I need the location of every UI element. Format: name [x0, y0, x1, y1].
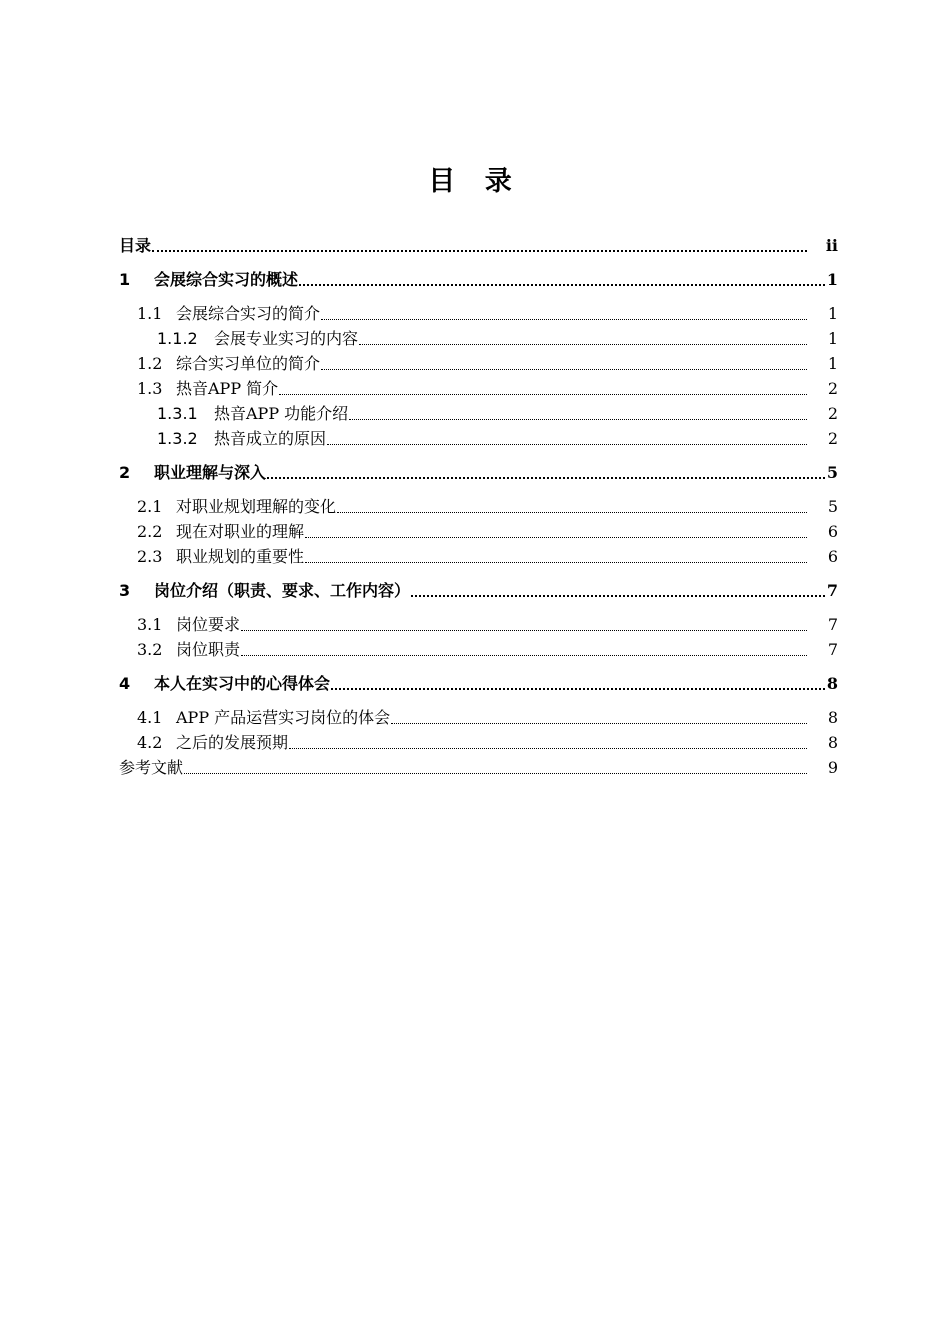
toc-entry-page: 2 — [827, 404, 838, 423]
page-title: 目 录 — [428, 166, 522, 197]
table-of-contents — [119, 233, 838, 780]
toc-leader — [321, 369, 807, 370]
toc-entry-number: 3 — [119, 581, 131, 600]
toc-entry-text: 会展专业实习的内容 — [214, 329, 359, 348]
toc-entry-text: 热音APP 功能介绍 — [214, 404, 349, 423]
toc-entry-number: 1.1.2 — [157, 329, 198, 348]
toc-entry[interactable] — [119, 612, 838, 637]
toc-entry[interactable] — [119, 233, 838, 258]
toc-entry-page: 6 — [827, 522, 838, 541]
toc-leader — [299, 284, 825, 286]
toc-entry[interactable] — [119, 460, 838, 485]
toc-entry-page: 5 — [826, 463, 838, 482]
toc-leader — [241, 630, 807, 631]
toc-entry-page: 7 — [826, 581, 838, 600]
toc-entry-text: 会展综合实习的简介 — [176, 304, 321, 323]
toc-entry[interactable] — [119, 376, 838, 401]
toc-entry-number: 1.3.2 — [157, 429, 198, 448]
toc-entry-number: 1.1 — [137, 304, 163, 323]
toc-entry[interactable] — [119, 426, 838, 451]
toc-entry[interactable] — [119, 301, 838, 326]
toc-entry-number: 3.2 — [137, 640, 163, 659]
toc-entry-page: 7 — [827, 640, 838, 659]
toc-entry-text: 热音APP 简介 — [176, 379, 279, 398]
toc-entry-number: 2.2 — [137, 522, 163, 541]
toc-entry-page: 8 — [827, 708, 838, 727]
toc-leader — [349, 419, 807, 420]
toc-entry-text: 岗位介绍（职责、要求、工作内容） — [154, 581, 411, 600]
toc-entry-number: 1.3.1 — [157, 404, 198, 423]
toc-entry[interactable] — [119, 267, 838, 292]
toc-entry-page: 1 — [827, 329, 838, 348]
toc-entry-text: 参考文献 — [119, 758, 184, 777]
toc-entry-number: 1 — [119, 270, 131, 289]
toc-entry-number: 1.2 — [137, 354, 163, 373]
toc-entry-number: 2 — [119, 463, 131, 482]
toc-entry[interactable] — [119, 519, 838, 544]
toc-entry-page: 8 — [826, 674, 838, 693]
toc-entry-text: 职业理解与深入 — [154, 463, 267, 482]
toc-entry[interactable] — [119, 578, 838, 603]
toc-leader — [241, 655, 807, 656]
toc-entry-page: 8 — [827, 733, 838, 752]
toc-entry-page: 2 — [827, 379, 838, 398]
toc-leader — [289, 748, 807, 749]
toc-entry-page: 5 — [827, 497, 838, 516]
toc-entry-page: 1 — [826, 270, 838, 289]
toc-entry-number: 4 — [119, 674, 131, 693]
toc-entry-number: 2.3 — [137, 547, 163, 566]
toc-entry-text: 对职业规划理解的变化 — [176, 497, 337, 516]
toc-entry-text: 综合实习单位的简介 — [176, 354, 321, 373]
toc-entry-text: 目录 — [119, 236, 152, 255]
toc-leader — [279, 394, 807, 395]
toc-entry[interactable] — [119, 755, 838, 780]
toc-leader — [411, 595, 825, 597]
toc-entry-number: 2.1 — [137, 497, 163, 516]
toc-entry-number: 4.2 — [137, 733, 163, 752]
toc-entry-text: 职业规划的重要性 — [176, 547, 305, 566]
toc-entry[interactable] — [119, 705, 838, 730]
toc-entry-number: 4.1 — [137, 708, 163, 727]
toc-entry-text: 本人在实习中的心得体会 — [154, 674, 331, 693]
toc-leader — [305, 562, 807, 563]
toc-leader — [331, 688, 825, 690]
toc-entry[interactable] — [119, 671, 838, 696]
toc-entry-page: 7 — [827, 615, 838, 634]
toc-leader — [359, 344, 807, 345]
toc-entry-text: 岗位要求 — [176, 615, 241, 634]
toc-entry-page: 9 — [827, 758, 838, 777]
toc-entry-page: 6 — [827, 547, 838, 566]
toc-leader — [391, 723, 807, 724]
toc-entry-text: 会展综合实习的概述 — [154, 270, 299, 289]
toc-entry-page: 1 — [827, 354, 838, 373]
toc-leader — [327, 444, 807, 445]
toc-leader — [267, 477, 825, 479]
toc-entry[interactable] — [119, 326, 838, 351]
toc-entry[interactable] — [119, 401, 838, 426]
toc-entry-number: 1.3 — [137, 379, 163, 398]
toc-entry-page: 2 — [827, 429, 838, 448]
toc-entry-text: APP 产品运营实习岗位的体会 — [176, 708, 391, 727]
toc-entry[interactable] — [119, 494, 838, 519]
toc-leader — [337, 512, 807, 513]
toc-entry[interactable] — [119, 544, 838, 569]
toc-entry[interactable] — [119, 637, 838, 662]
toc-entry[interactable] — [119, 730, 838, 755]
toc-entry-number: 3.1 — [137, 615, 163, 634]
toc-leader — [305, 537, 807, 538]
toc-leader — [321, 319, 807, 320]
toc-entry-text: 岗位职责 — [176, 640, 241, 659]
toc-entry[interactable] — [119, 351, 838, 376]
toc-entry-text: 之后的发展预期 — [176, 733, 289, 752]
toc-entry-page: 1 — [827, 304, 838, 323]
toc-entry-text: 热音成立的原因 — [214, 429, 327, 448]
toc-leader — [184, 773, 807, 774]
toc-entry-page: ii — [825, 236, 838, 255]
toc-leader — [152, 250, 807, 252]
toc-entry-text: 现在对职业的理解 — [176, 522, 305, 541]
